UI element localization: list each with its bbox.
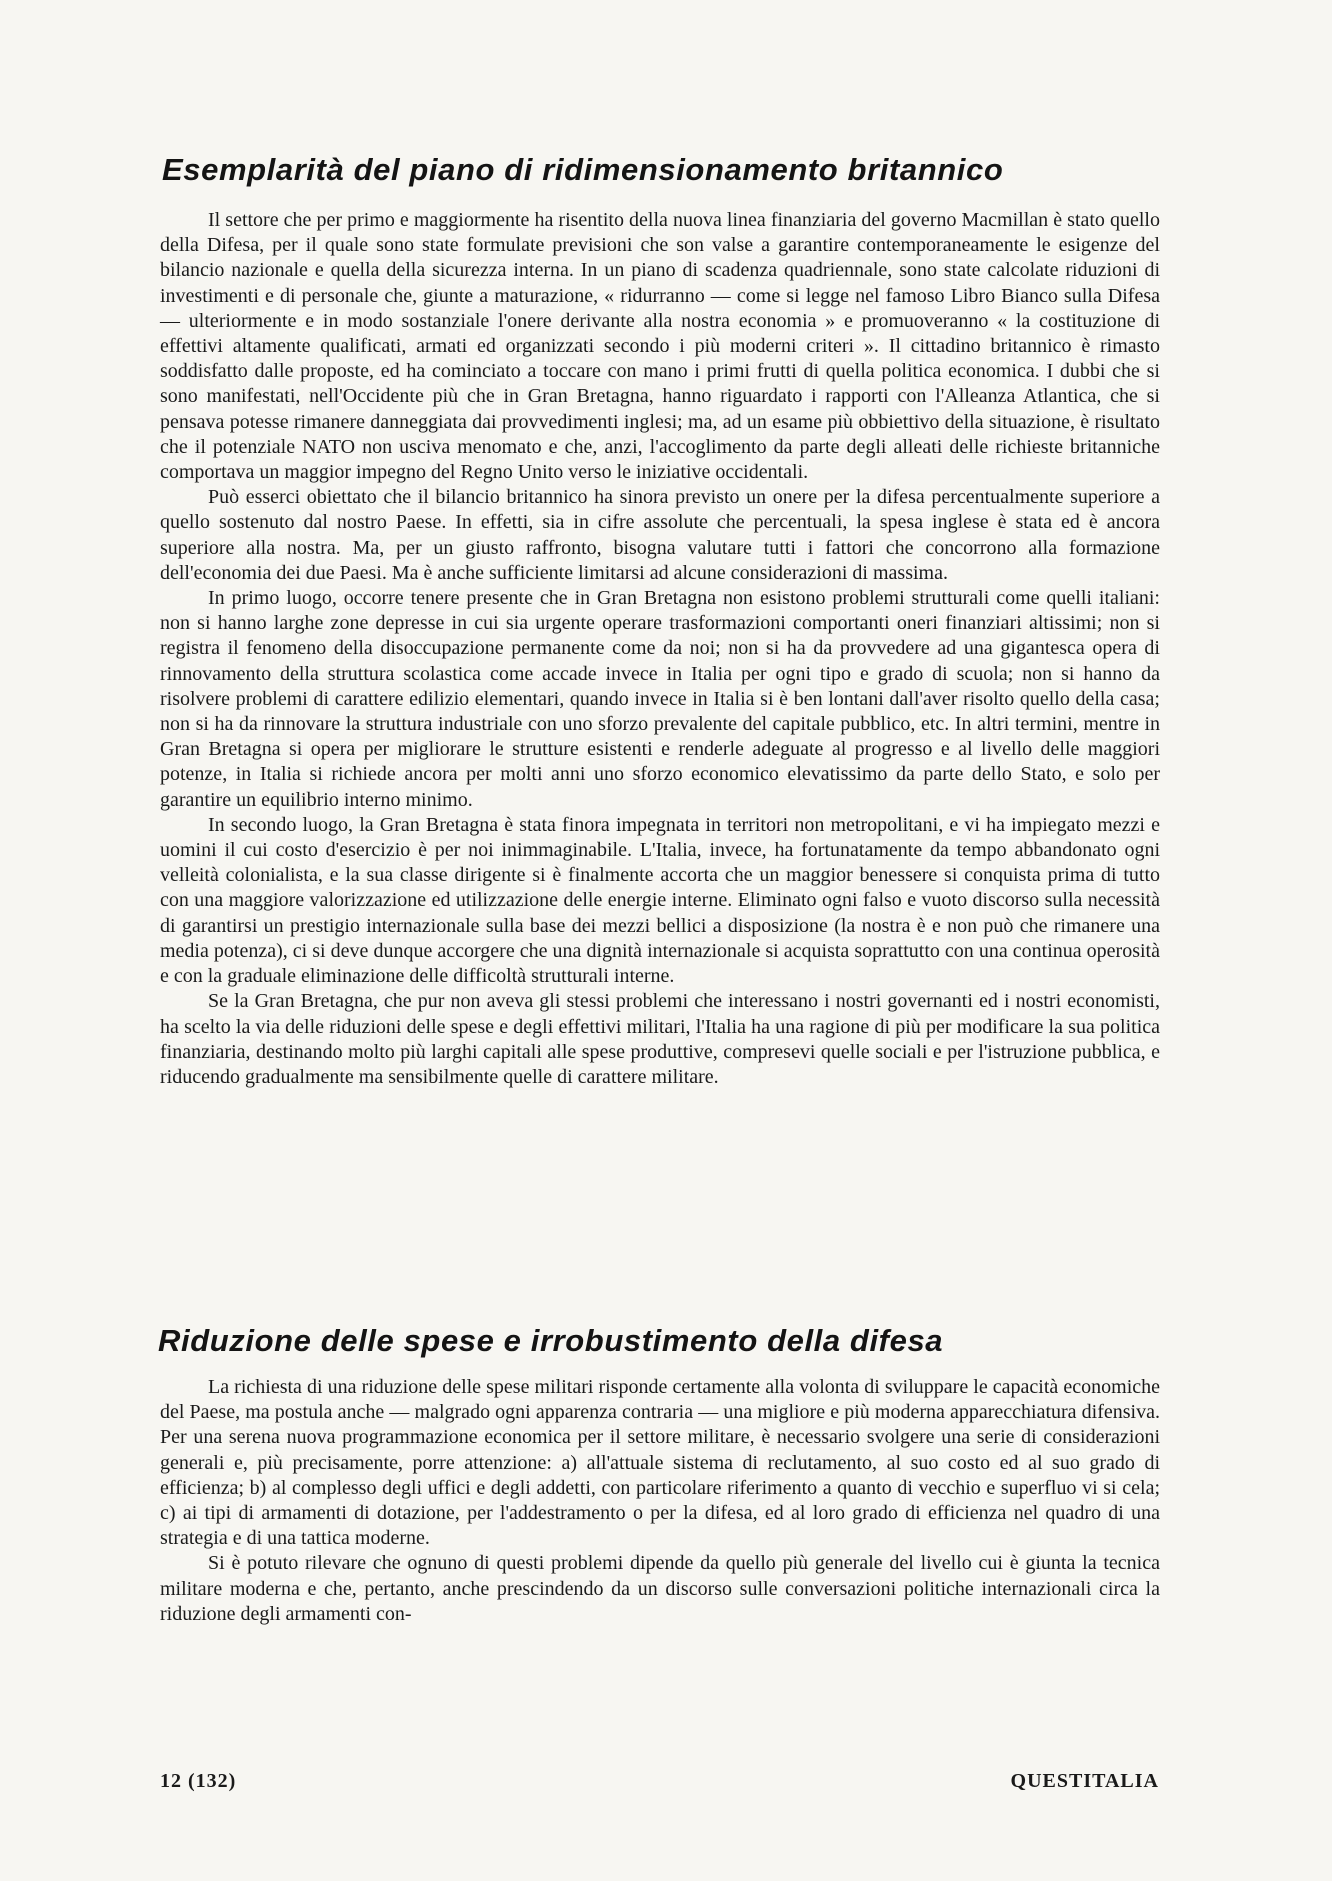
paragraph: In primo luogo, occorre tenere presente che in Gran Bretagna non esistono problemi strutturali come quelli italiani: non si hanno larghe zone depresse in cui sia urgente operare trasformazioni comportanti oneri finanziari altissimi; non si registra il fenomeno della disoccupazione permanente come da noi; non si ha da provvedere ad una gigantesca opera di rinnovamento della struttura scolastica come accade invece in Italia per ogni tipo e grado di scuola; non si hanno da risolvere problemi di carattere edilizio elementari, quando invece in Italia si è ben lontani dall'aver risolto quello della casa; non si ha da rinnovare la struttura industriale con uno sforzo prevalente del capitale pubblico, etc. In altri termini, mentre in Gran Bretagna si opera per migliorare le strutture esistenti e renderle adeguate al progresso e al livello delle maggiori potenze, in Italia si richiede ancora per molti anni uno sforzo economico elevatissimo da parte dello Stato, e solo per garantire un equilibrio interno minimo. bbox=[160, 587, 1160, 811]
journal-name: QUESTITALIA bbox=[1010, 1770, 1159, 1792]
paragraph: Può esserci obiettato che il bilancio britannico ha sinora previsto un onere per la difesa percentualmente superiore a quello sostenuto dal nostro Paese. In effetti, sia in cifre assolute che percentuali, la spesa inglese è stata ed è ancora superiore alla nostra. Ma, per un giusto raffronto, bisogna valutare tutti i fattori che concorrono alla formazione dell'economia dei due Paesi. Ma è anche sufficiente limitarsi ad alcune considerazioni di massima. bbox=[160, 486, 1160, 584]
section-heading-1: Esemplarità del piano di ridimensionamento britannico bbox=[162, 152, 1004, 187]
section-body-1 bbox=[160, 208, 1160, 1090]
paragraph: In secondo luogo, la Gran Bretagna è stata finora impegnata in territori non metropolitani, e vi ha impiegato mezzi e uomini il cui costo d'esercizio è per noi inimmaginabile. L'Italia, invece, ha fortunatamente da tempo abbandonato ogni velleità colonialista, e la sua classe dirigente si è finalmente accorta che un maggior benessere si conquista prima di tutto con una maggiore valorizzazione ed utilizzazione delle energie interne. Eliminato ogni falso e vuoto discorso sulla necessità di garantirsi un prestigio internazionale sulla base dei mezzi bellici a disposizione (la nostra è e non può che rimanere una media potenza), ci si deve dunque accorgere che una dignità internazionale si acquista soprattutto con una continua operosità e con la graduale eliminazione delle difficoltà strutturali interne. bbox=[160, 813, 1160, 988]
paragraph: Il settore che per primo e maggiormente ha risentito della nuova linea finanziaria del governo Macmillan è stato quello della Difesa, per il quale sono state formulate previsioni che son valse a garantire contemporaneamente le esigenze del bilancio nazionale e quella della sicurezza interna. In un piano di scadenza quadriennale, sono state calcolate riduzioni di investimenti e di personale che, giunte a maturazione, « ridurranno — come si legge nel famoso Libro Bianco sulla Difesa — ulteriormente e in modo sostanziale l'onere derivante alla nostra economia » e promuoveranno « la costituzione di effettivi altamente qualificati, armati ed organizzati secondo i più moderni criteri ». Il cittadino britannico è rimasto soddisfatto dalle proposte, ed ha cominciato a toccare con mano i primi frutti di quella politica economica. I dubbi che si sono manifestati, nell'Occidente più che in Gran Bretagna, hanno riguardato i rapporti con l'Alleanza Atlantica, che si pensava potesse rimanere danneggiata dai provvedimenti inglesi; ma, ad un esame più obbiettivo della situazione, è risultato che il potenziale NATO non usciva menomato e che, anzi, l'accoglimento da parte degli alleati delle richieste britanniche comportava un maggior impegno del Regno Unito verso le iniziative occidentali. bbox=[160, 209, 1160, 484]
section-heading-2: Riduzione delle spese e irrobustimento della difesa bbox=[158, 1323, 944, 1358]
paragraph: Se la Gran Bretagna, che pur non aveva gli stessi problemi che interessano i nostri governanti ed i nostri economisti, ha scelto la via delle riduzioni delle spese e degli effettivi militari, l'Italia ha una ragione di più per modificare la sua politica finanziaria, destinando molto più larghi capitali alle spese produttive, compresevi quelle sociali e per l'istruzione pubblica, e riducendo gradualmente ma sensibilmente quelle di carattere militare. bbox=[160, 990, 1160, 1088]
paragraph: La richiesta di una riduzione delle spese militari risponde certamente alla volonta di sviluppare le capacità economiche del Paese, ma postula anche — malgrado ogni apparenza contraria — una migliore e più moderna apparecchiatura difensiva. Per una serena nuova programmazione economica per il settore militare, è necessario svolgere una serie di considerazioni generali e, più precisamente, porre attenzione: a) all'attuale sistema di reclutamento, al suo costo ed al suo grado di efficienza; b) al complesso degli uffici e degli addetti, con particolare riferimento a quanto di vecchio e superfluo vi si cela; c) ai tipi di armamenti di dotazione, per l'addestramento o per la difesa, ed al loro grado di efficienza nel quadro di una strategia e di una tattica moderne. bbox=[160, 1376, 1160, 1550]
section-body-2 bbox=[160, 1375, 1160, 1627]
paragraph: Si è potuto rilevare che ognuno di questi problemi dipende da quello più generale del livello cui è giunta la tecnica militare moderna e che, pertanto, anche prescindendo da un discorso sulle conversazioni politiche internazionali circa la riduzione degli armamenti con- bbox=[160, 1552, 1160, 1625]
page-number: 12 (132) bbox=[160, 1770, 237, 1792]
